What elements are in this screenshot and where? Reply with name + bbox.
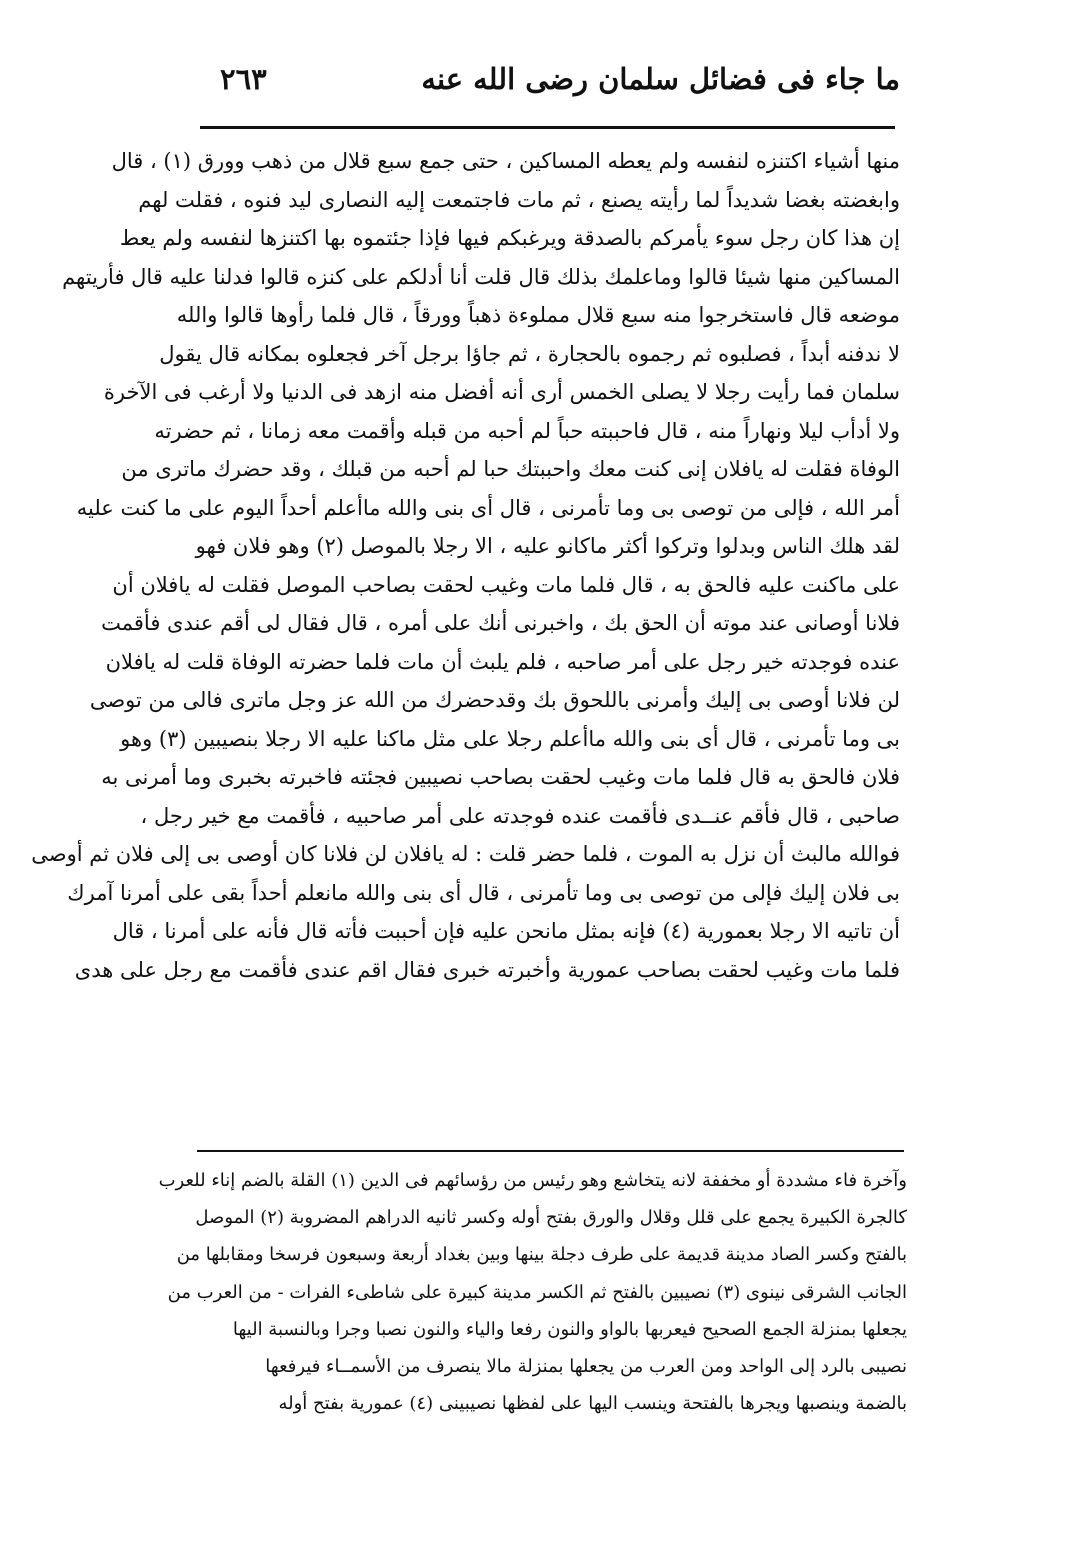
text-line: موضعه قال فاستخرجوا منه سبع قلال مملوءة ذهباً وورقاً ، قال فلما رأوها قالوا والله bbox=[176, 303, 900, 327]
footnote-rule bbox=[197, 1150, 904, 1152]
text-line: لقد هلك الناس وبدلوا وتركوا أكثر ماكانو عليه ، الا رجلا بالموصل (٢) وهو فلان فهو bbox=[195, 534, 900, 558]
page-number: ٢٦٣ bbox=[220, 62, 267, 96]
footnotes bbox=[158, 1162, 907, 1422]
text-line: لا ندفنه أبداً ، فصلبوه ثم رجموه بالحجارة ، ثم جاؤا برجل آخر فجعلوه بمكانه قال يقول bbox=[159, 341, 900, 366]
text-line: ولا أدأب ليلا ونهاراً منه ، قال فاحببته حباً لم أحبه من قبله وأقمت معه زمانا ، ثم حضرته bbox=[154, 418, 900, 443]
text-line: فلما مات وغيب لحقت بصاحب عمورية وأخبرته خبرى فقال اقم عندى فأقمت مع رجل على هدى bbox=[74, 957, 900, 982]
text-line: منها أشياء اكتنزه لنفسه ولم يعطه المساكين ، حتى جمع سبع قلال من ذهب وورق (١) ، قال bbox=[111, 149, 900, 173]
main-text bbox=[31, 142, 900, 989]
text-line: فلانا أوصانى عند موته أن الحق بك ، واخبرنى أنك على أمره ، قال فقال لى أقم عندى فأقمت bbox=[101, 611, 900, 635]
footnote-line: نصيبى بالرد إلى الواحد ومن العرب من يجعلها بمنزلة مالا ينصرف من الأسمــاء فيرفعها bbox=[265, 1355, 907, 1377]
text-line: بى فلان إليك فإلى من توصى بى وما تأمرنى ، قال أى بنى والله مانعلم أحداً بقى على أمرنا آمرك bbox=[67, 880, 900, 905]
text-line: عنده فوجدته خير رجل على أمر صاحبه ، فلم يلبث أن مات فلما حضرته الوفاة قلت له يافلان bbox=[105, 649, 900, 674]
footnote-line: بالفتح وكسر الصاد مدينة قديمة على طرف دجلة بينها وبين بغداد أربعة وسبعون فرسخا ومقابلها من bbox=[176, 1244, 907, 1266]
text-line: فوالله مالبث أن نزل به الموت ، فلما حضر قلت : له يافلان لن فلانا كان أوصى بى إلى فلان ثم أوصى bbox=[31, 842, 900, 866]
page-header bbox=[190, 50, 900, 110]
text-line: على ماكنت عليه فالحق به ، قال فلما مات وغيب لحقت بصاحب الموصل فقلت له يافلان أن bbox=[112, 572, 900, 597]
text-line: الوفاة فقلت له يافلان إنى كنت معك واحببتك حبا لم أحبه من قبلك ، وقد حضرك ماترى من bbox=[121, 457, 900, 481]
footnote-line: الجانب الشرقى نينوى (٣) نصيبين بالفتح ثم الكسر مدينة كبيرة على شاطىء الفرات - من العرب من bbox=[167, 1281, 907, 1303]
footnote-line: كالجرة الكبيرة يجمع على قلل وقلال والورق بفتح أوله وكسر ثانيه الدراهم المضروبة (٢) الموصل bbox=[195, 1207, 907, 1229]
text-line: لن فلانا أوصى بى إليك وأمرنى باللحوق بك وقدحضرك من الله عز وجل ماترى فالى من توصى bbox=[89, 688, 900, 712]
text-line: سلمان فما رأيت رجلا لا يصلى الخمس أرى أنه أفضل منه ازهد فى الدنيا ولا أرغب فى الآخرة bbox=[103, 380, 900, 404]
text-line: فلان فالحق به قال فلما مات وغيب لحقت بصاحب نصيبين فجئته فاخبرته بخبرى وما أمرنى به bbox=[101, 765, 900, 789]
text-line: إن هذا كان رجل سوء يأمركم بالصدقة ويرغبكم فيها فإذا جئتموه بها اكتنزها لنفسه ولم يعط bbox=[119, 226, 900, 250]
text-line: المساكين منها شيئا قالوا وماعلمك بذلك قال قلت أنا أدلكم على كنزه قالوا فدلنا عليه قال فأريتهم bbox=[62, 264, 900, 289]
text-line: بى وما تأمرنى ، قال أى بنى والله ماأعلم رجلا على مثل ماكنا عليه الا رجلا بنصيبين (٣) وهو bbox=[120, 726, 900, 751]
header-rule bbox=[200, 126, 895, 129]
text-line: أن تاتيه الا رجلا بعمورية (٤) فإنه بمثل مانحن عليه فإن أحببت فأته قال فأنه على أمرنا ، قال bbox=[112, 919, 900, 943]
footnote-line: وآخرة فاء مشددة أو مخففة لانه يتخاشع وهو رئيس من رؤسائهم فى الدين (١) القلة بالضم إناء للعرب bbox=[158, 1170, 907, 1191]
footnote-line: يجعلها بمنزلة الجمع الصحيح فيعربها بالواو والنون رفعا والياء والنون نصبا وجرا وبالنسبة اليها bbox=[232, 1318, 907, 1340]
text-line: صاحبى ، قال فأقم عنــدى فأقمت عنده فوجدته على أمر صاحبيه ، فأقمت مع خير رجل ، bbox=[140, 803, 900, 828]
running-title: ما جاء فى فضائل سلمان رضى الله عنه bbox=[421, 62, 900, 96]
text-line: أمر الله ، فإلى من توصى بى وما تأمرنى ، قال أى بنى والله ماأعلم أحداً اليوم على ما كنت عليه bbox=[76, 495, 900, 520]
footnote-line: بالضمة وينصبها ويجرها بالفتحة وينسب اليها على لفظها نصيبينى (٤) عمورية بفتح أوله bbox=[278, 1393, 907, 1415]
text-line: وابغضته بغضا شديداً لما رأيته يصنع ، ثم مات فاجتمعت إليه النصارى ليد فنوه ، فقلت لهم bbox=[138, 187, 900, 212]
